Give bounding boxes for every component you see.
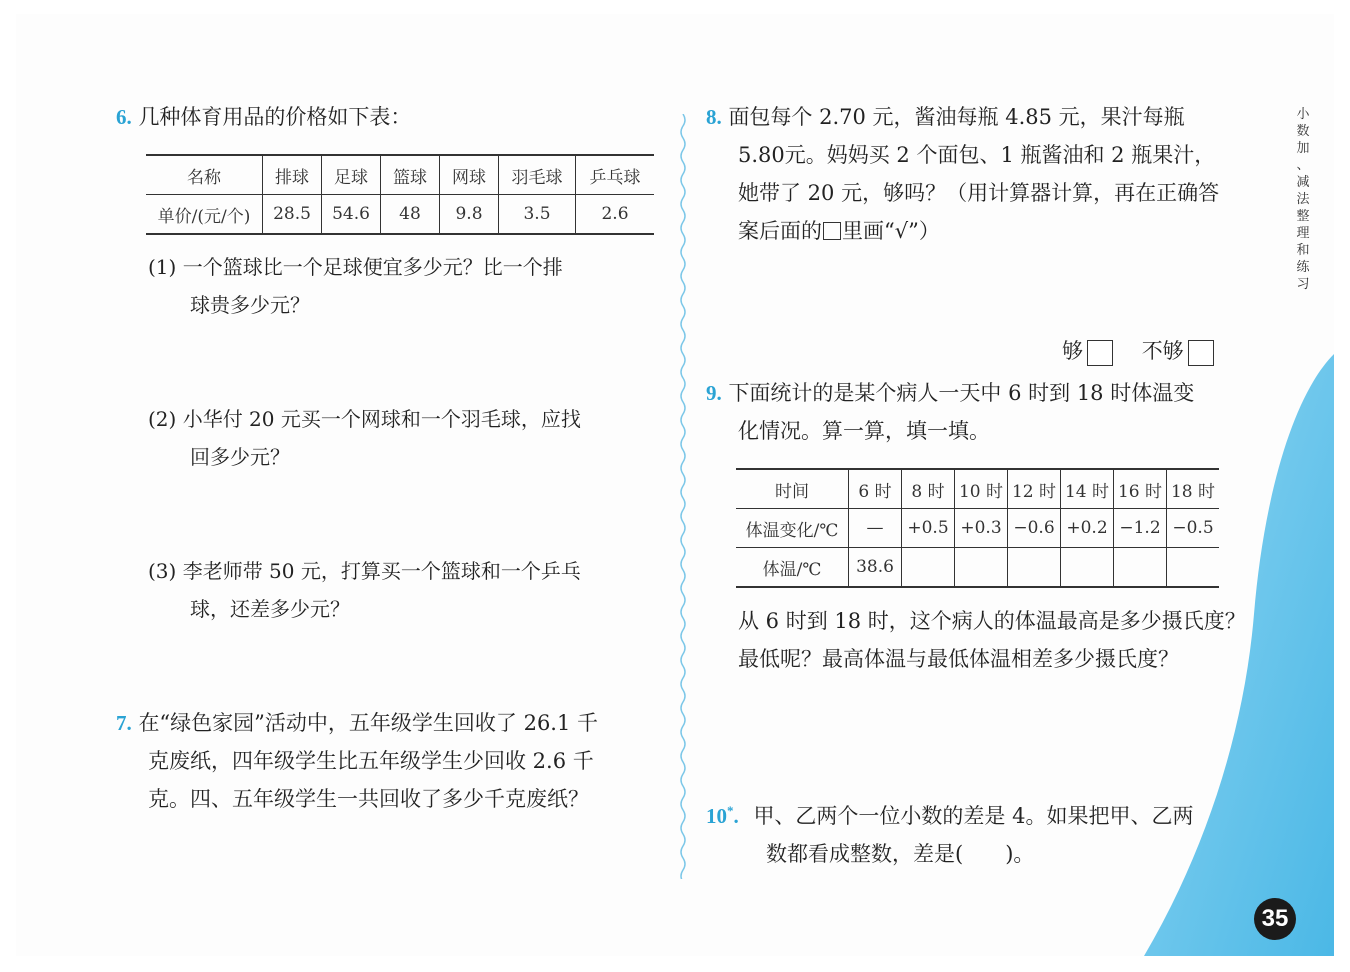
table-cell: — bbox=[849, 509, 902, 548]
table-cell: 2.6 bbox=[576, 195, 655, 235]
instruction-text: 案后面的 bbox=[738, 219, 822, 243]
problem-text-instruction bbox=[706, 212, 1219, 250]
table-cell: 时间 bbox=[736, 469, 849, 509]
problem-text: 克。四、五年级学生一共回收了多少千克废纸？ bbox=[148, 787, 589, 811]
table-cell: 38.6 bbox=[849, 548, 902, 588]
question-label: (1) bbox=[148, 255, 177, 279]
problem-number: 9. bbox=[706, 381, 722, 405]
problem-text: 下面统计的是某个病人一天中 6 时到 18 时体温变 bbox=[728, 381, 1195, 405]
table-cell: 18 时 bbox=[1167, 469, 1220, 509]
table-cell: 3.5 bbox=[499, 195, 576, 235]
table-row bbox=[736, 548, 1219, 588]
table-row bbox=[736, 509, 1219, 548]
not-enough-checkbox[interactable] bbox=[1188, 340, 1214, 366]
temperature-table bbox=[736, 468, 1219, 588]
question-text: 球贵多少元？ bbox=[190, 293, 310, 317]
problem-text: 克废纸，四年级学生比五年级学生少回收 2.6 千 bbox=[148, 749, 594, 773]
question-text: 最低呢？最高体温与最低体温相差多少摄氏度？ bbox=[738, 647, 1179, 671]
enough-label: 够 bbox=[1062, 339, 1083, 363]
not-enough-label: 不够 bbox=[1141, 339, 1184, 363]
question-6-1 bbox=[148, 248, 563, 324]
question-6-3 bbox=[148, 552, 581, 628]
table-cell: 排球 bbox=[263, 155, 322, 195]
problem-10 bbox=[706, 792, 1193, 873]
table-cell: 16 时 bbox=[1114, 469, 1167, 509]
problem-text: 甲、乙两个一位小数的差是 4。如果把甲、乙两 bbox=[753, 804, 1194, 828]
question-text: 一个篮球比一个足球便宜多少元？比一个排 bbox=[182, 255, 563, 279]
problem-text: 在“绿色家园”活动中，五年级学生回收了 26.1 千 bbox=[138, 711, 599, 735]
price-table bbox=[146, 154, 654, 235]
answer-cell[interactable] bbox=[1061, 548, 1114, 588]
problem-text: 化情况。算一算，填一填。 bbox=[738, 419, 990, 443]
answer-cell[interactable] bbox=[955, 548, 1008, 588]
column-divider bbox=[678, 114, 688, 879]
question-6-2 bbox=[148, 400, 581, 476]
problem-text: 几种体育用品的价格如下表： bbox=[138, 105, 412, 129]
table-row bbox=[736, 469, 1219, 509]
chapter-side-title bbox=[1294, 106, 1312, 293]
table-cell: 9.8 bbox=[440, 195, 499, 235]
table-cell: 足球 bbox=[322, 155, 381, 195]
table-cell: 6 时 bbox=[849, 469, 902, 509]
table-cell: 10 时 bbox=[955, 469, 1008, 509]
table-row bbox=[146, 195, 654, 235]
table-cell: 12 时 bbox=[1008, 469, 1061, 509]
answer-cell[interactable] bbox=[1114, 548, 1167, 588]
table-cell: −1.2 bbox=[1114, 509, 1167, 548]
problem-number-dot: . bbox=[733, 804, 739, 828]
table-cell: 54.6 bbox=[322, 195, 381, 235]
table-cell: 体温/℃ bbox=[762, 559, 822, 580]
question-text: 从 6 时到 18 时，这个病人的体温最高是多少摄氏度？ bbox=[738, 609, 1246, 633]
table-cell: 篮球 bbox=[381, 155, 440, 195]
enough-checkbox[interactable] bbox=[1087, 340, 1113, 366]
question-text: 小华付 20 元买一个网球和一个羽毛球，应找 bbox=[182, 407, 581, 431]
problem-9-question bbox=[738, 602, 1246, 678]
answer-cell[interactable] bbox=[902, 548, 955, 588]
question-label: (2) bbox=[148, 407, 177, 431]
table-cell: 体温变化/℃ bbox=[736, 509, 849, 548]
workbook-page bbox=[16, 14, 1334, 956]
challenge-star: * bbox=[727, 803, 734, 818]
problem-number: 7. bbox=[116, 711, 132, 735]
small-box-icon bbox=[823, 222, 841, 240]
question-text: 回多少元？ bbox=[190, 445, 290, 469]
question-text: 球，还差多少元？ bbox=[190, 597, 350, 621]
table-cell: 14 时 bbox=[1061, 469, 1114, 509]
table-cell: −0.5 bbox=[1167, 509, 1220, 548]
answer-choices bbox=[1062, 332, 1214, 370]
table-cell: −0.6 bbox=[1008, 509, 1061, 548]
table-cell: 28.5 bbox=[263, 195, 322, 235]
problem-number: 10 bbox=[706, 804, 727, 828]
problem-text: 5.80元。妈妈买 2 个面包、1 瓶酱油和 2 瓶果汁， bbox=[738, 143, 1216, 167]
table-cell: 网球 bbox=[440, 155, 499, 195]
problem-6-heading bbox=[116, 98, 411, 136]
problem-9 bbox=[706, 374, 1194, 450]
instruction-text: 里画“√”） bbox=[842, 219, 940, 243]
table-cell: +0.2 bbox=[1061, 509, 1114, 548]
table-header-row bbox=[146, 155, 654, 195]
table-cell: 名称 bbox=[146, 155, 263, 195]
question-text: 李老师带 50 元，打算买一个篮球和一个乒乓 bbox=[182, 559, 581, 583]
chapter-title-text: 小 数 加 、 减 法 整 理 和 练 习 bbox=[1296, 107, 1310, 292]
answer-cell[interactable] bbox=[1008, 548, 1061, 588]
problem-text: 她带了 20 元，够吗？（用计算器计算，再在正确答 bbox=[738, 181, 1220, 205]
problem-7 bbox=[116, 704, 598, 818]
question-label: (3) bbox=[148, 559, 177, 583]
page-number: 35 bbox=[1254, 898, 1296, 940]
table-cell: 8 时 bbox=[902, 469, 955, 509]
problem-text: 面包每个 2.70 元，酱油每瓶 4.85 元，果汁每瓶 bbox=[728, 105, 1185, 129]
answer-cell[interactable] bbox=[1167, 548, 1220, 588]
problem-number: 8. bbox=[706, 105, 722, 129]
problem-8 bbox=[706, 98, 1219, 250]
table-cell: 羽毛球 bbox=[499, 155, 576, 195]
table-cell: +0.5 bbox=[902, 509, 955, 548]
problem-number: 6. bbox=[116, 105, 132, 129]
table-cell: +0.3 bbox=[955, 509, 1008, 548]
table-cell: 48 bbox=[381, 195, 440, 235]
table-cell: 单价/(元/个) bbox=[157, 206, 251, 227]
problem-text: 数都看成整数，差是( )。 bbox=[766, 842, 1035, 866]
table-cell: 乒乓球 bbox=[576, 155, 655, 195]
